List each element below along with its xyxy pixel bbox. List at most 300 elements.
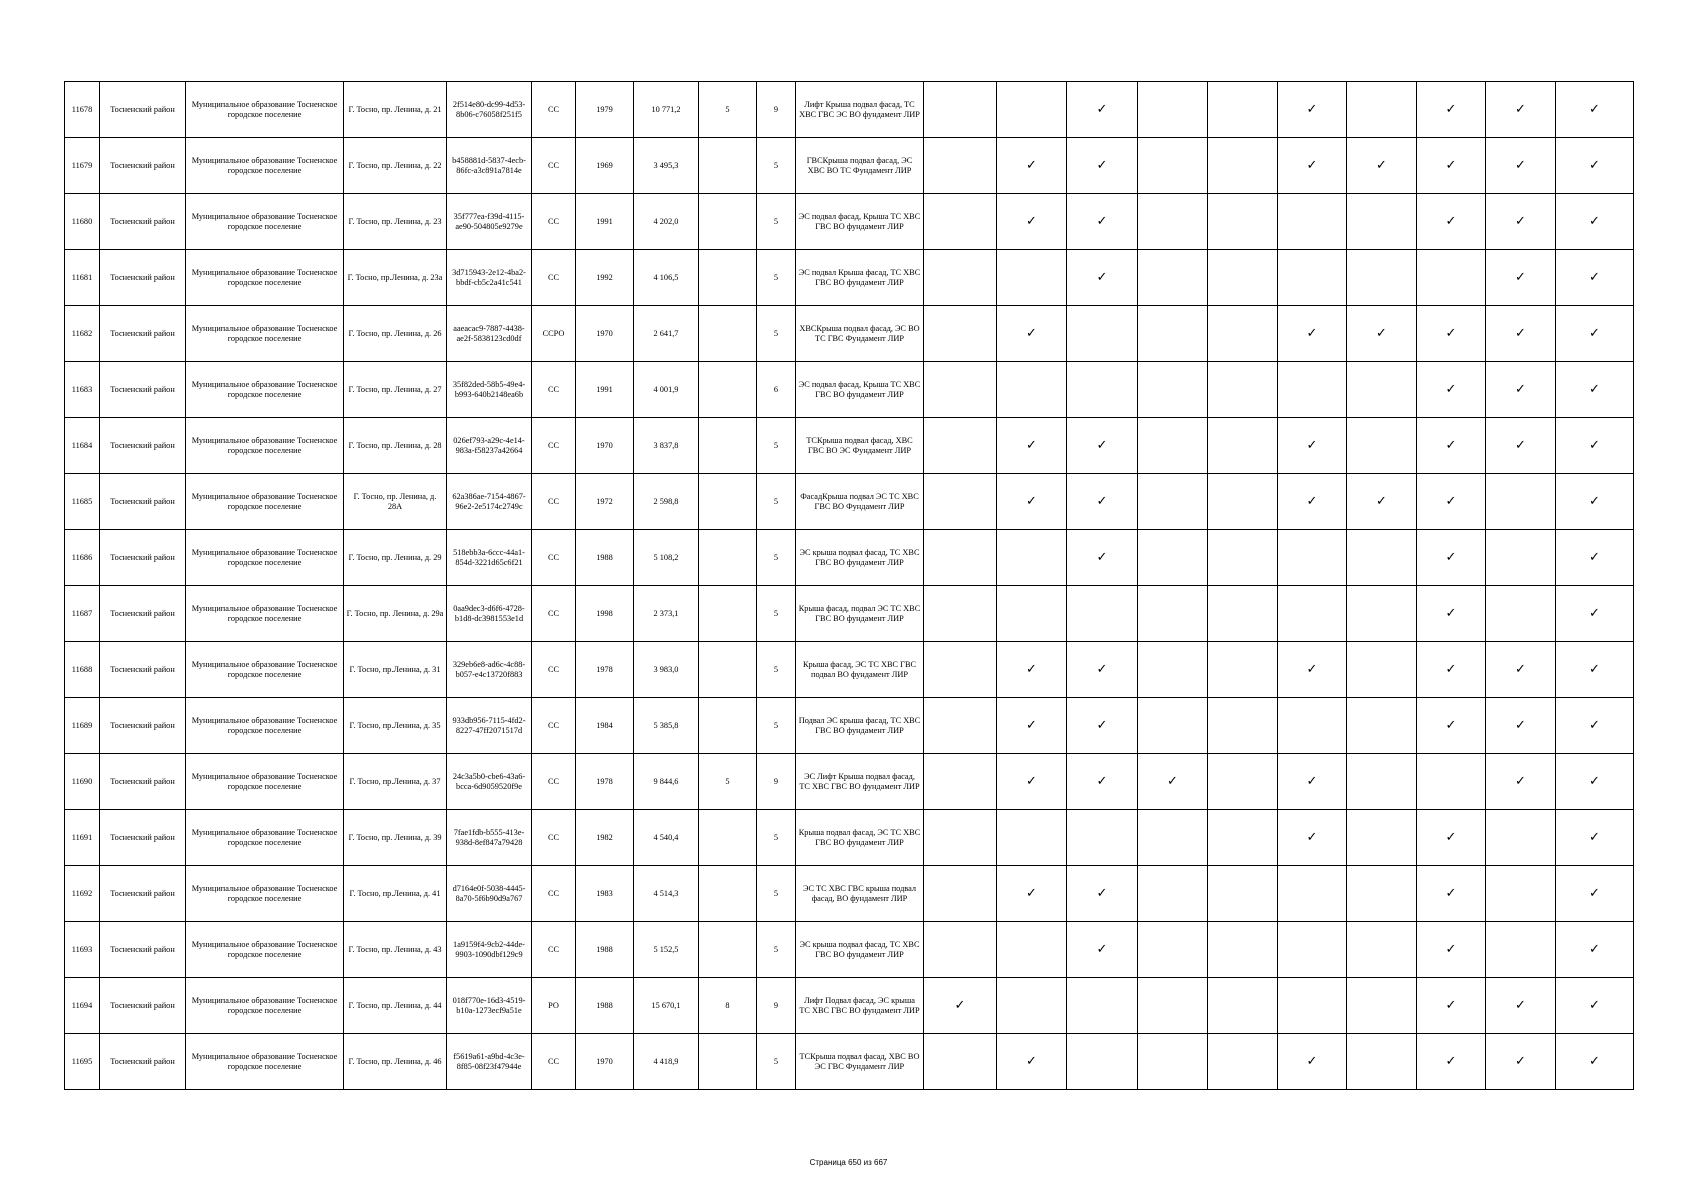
works-cell: Подвал ЭС крыша фасад, ТС ХВС ГВС ВО фундамент ЛИР <box>796 698 924 754</box>
check-cell <box>924 250 997 306</box>
check-cell <box>1208 194 1278 250</box>
checkmark-icon: ✓ <box>1026 493 1037 509</box>
check-cell <box>1067 866 1138 922</box>
district-cell: Тосненский район <box>100 418 186 474</box>
check-cell <box>1486 922 1556 978</box>
check-cell <box>924 306 997 362</box>
check-cell <box>1556 754 1634 810</box>
address-cell: Г. Тосно, пр. Ленина, д. 23 <box>344 194 447 250</box>
check-cell <box>1067 418 1138 474</box>
check-cell <box>1417 194 1486 250</box>
checkmark-icon: ✓ <box>1515 773 1526 789</box>
works-cell: ФасадКрыша подвал ЭС ТС ХВС ГВС ВО Фундамент ЛИР <box>796 474 924 530</box>
table-row <box>65 82 1634 138</box>
row-number-cell: 11682 <box>65 306 100 362</box>
check-cell <box>1556 362 1634 418</box>
check-cell <box>1208 754 1278 810</box>
checkmark-icon: ✓ <box>1026 885 1037 901</box>
check-cell <box>997 698 1067 754</box>
table-row <box>65 418 1634 474</box>
address-cell: Г. Тосно, пр. Ленина, д. 39 <box>344 810 447 866</box>
check-cell <box>1278 810 1347 866</box>
municipality-cell: Муниципальное образование Тосненское городское поселение <box>186 810 344 866</box>
page-footer: Страница 650 из 667 <box>809 1158 888 1167</box>
checkmark-icon: ✓ <box>1026 213 1037 229</box>
check-cell <box>1486 1034 1556 1090</box>
checkmark-icon: ✓ <box>1445 213 1457 229</box>
district-cell: Тосненский район <box>100 922 186 978</box>
district-cell: Тосненский район <box>100 530 186 586</box>
area-cell: 3 837,8 <box>634 418 699 474</box>
floors-cell: 5 <box>757 698 796 754</box>
guid-cell: d7164e0f-5038-4445-8a70-5f6b90d9a767 <box>447 866 532 922</box>
check-cell <box>1067 306 1138 362</box>
works-cell: ЭС крыша подвал фасад, ТС ХВС ГВС ВО фундамент ЛИР <box>796 922 924 978</box>
entrances-cell: 5 <box>699 82 757 138</box>
check-cell <box>1138 82 1208 138</box>
check-cell <box>1067 82 1138 138</box>
address-cell: Г. Тосно, пр. Ленина, д. 46 <box>344 1034 447 1090</box>
table-row <box>65 978 1634 1034</box>
check-cell <box>997 250 1067 306</box>
municipality-cell: Муниципальное образование Тосненское городское поселение <box>186 1034 344 1090</box>
year-built-cell: 1970 <box>576 418 634 474</box>
checkmark-icon: ✓ <box>1376 157 1387 173</box>
floors-cell: 6 <box>757 362 796 418</box>
works-cell: Лифт Крыша подвал фасад, ТС ХВС ГВС ЭС ВО фундамент ЛИР <box>796 82 924 138</box>
area-cell: 5 108,2 <box>634 530 699 586</box>
row-number-cell: 11683 <box>65 362 100 418</box>
table-row <box>65 866 1634 922</box>
check-cell <box>1556 306 1634 362</box>
district-cell: Тосненский район <box>100 474 186 530</box>
check-cell <box>1067 922 1138 978</box>
checkmark-icon: ✓ <box>1306 437 1318 453</box>
row-number-cell: 11678 <box>65 82 100 138</box>
year-built-cell: 1970 <box>576 306 634 362</box>
check-cell <box>1208 138 1278 194</box>
wall-material-cell: СС <box>532 362 576 418</box>
check-cell <box>1556 922 1634 978</box>
area-cell: 4 540,4 <box>634 810 699 866</box>
checkmark-icon: ✓ <box>1589 269 1600 285</box>
works-cell: Крыша фасад, подвал ЭС ТС ХВС ГВС ВО фундамент ЛИР <box>796 586 924 642</box>
checkmark-icon: ✓ <box>1096 157 1108 173</box>
entrances-cell <box>699 922 757 978</box>
address-cell: Г. Тосно, пр. Ленина, д. 26 <box>344 306 447 362</box>
check-cell <box>997 586 1067 642</box>
check-cell <box>1556 642 1634 698</box>
checkmark-icon: ✓ <box>1589 157 1600 173</box>
check-cell <box>1067 250 1138 306</box>
checkmark-icon: ✓ <box>1589 549 1600 565</box>
checkmark-icon: ✓ <box>1445 997 1457 1013</box>
checkmark-icon: ✓ <box>1096 941 1108 957</box>
municipality-cell: Муниципальное образование Тосненское городское поселение <box>186 250 344 306</box>
check-cell <box>1138 474 1208 530</box>
table-row <box>65 642 1634 698</box>
checkmark-icon: ✓ <box>1445 101 1457 117</box>
check-cell <box>1347 866 1417 922</box>
entrances-cell <box>699 642 757 698</box>
checkmark-icon: ✓ <box>1589 717 1600 733</box>
floors-cell: 5 <box>757 642 796 698</box>
check-cell <box>1208 362 1278 418</box>
check-cell <box>1556 866 1634 922</box>
year-built-cell: 1992 <box>576 250 634 306</box>
check-cell <box>924 586 997 642</box>
floors-cell: 9 <box>757 754 796 810</box>
guid-cell: f5619a61-a9bd-4c3e-8f85-08f23f47944e <box>447 1034 532 1090</box>
check-cell <box>1486 250 1556 306</box>
check-cell <box>1347 922 1417 978</box>
check-cell <box>997 810 1067 866</box>
check-cell <box>1067 754 1138 810</box>
municipality-cell: Муниципальное образование Тосненское городское поселение <box>186 586 344 642</box>
address-cell: Г. Тосно, пр. Ленина, д. 22 <box>344 138 447 194</box>
guid-cell: 018f770e-16d3-4519-b10a-1273ecf9a51e <box>447 978 532 1034</box>
check-cell <box>924 866 997 922</box>
checkmark-icon: ✓ <box>1515 269 1526 285</box>
district-cell: Тосненский район <box>100 250 186 306</box>
table-row <box>65 586 1634 642</box>
works-cell: ХВСКрыша подвал фасад, ЭС ВО ТС ГВС Фундамент ЛИР <box>796 306 924 362</box>
check-cell <box>924 810 997 866</box>
guid-cell: 2f514e80-dc99-4d53-8b06-c76058f251f5 <box>447 82 532 138</box>
check-cell <box>997 866 1067 922</box>
works-cell: ГВСКрыша подвал фасад, ЭС ХВС ВО ТС Фундамент ЛИР <box>796 138 924 194</box>
check-cell <box>1278 82 1347 138</box>
address-cell: Г. Тосно, пр. Ленина, д. 29а <box>344 586 447 642</box>
area-cell: 4 106,5 <box>634 250 699 306</box>
check-cell <box>1208 922 1278 978</box>
wall-material-cell: СС <box>532 642 576 698</box>
address-cell: Г. Тосно, пр. Ленина, д. 29 <box>344 530 447 586</box>
guid-cell: 7fae1fdb-b555-413e-938d-8ef847a79428 <box>447 810 532 866</box>
year-built-cell: 1983 <box>576 866 634 922</box>
checkmark-icon: ✓ <box>1096 549 1108 565</box>
check-cell <box>1347 82 1417 138</box>
check-cell <box>1347 138 1417 194</box>
guid-cell: 35f777ea-f39d-4115-ae90-504805e9279e <box>447 194 532 250</box>
entrances-cell <box>699 362 757 418</box>
check-cell <box>1138 922 1208 978</box>
check-cell <box>1486 194 1556 250</box>
checkmark-icon: ✓ <box>1026 1053 1037 1069</box>
check-cell <box>1138 194 1208 250</box>
check-cell <box>924 1034 997 1090</box>
check-cell <box>1138 642 1208 698</box>
check-cell <box>924 978 997 1034</box>
floors-cell: 5 <box>757 474 796 530</box>
check-cell <box>1486 530 1556 586</box>
floors-cell: 5 <box>757 530 796 586</box>
municipality-cell: Муниципальное образование Тосненское городское поселение <box>186 82 344 138</box>
check-cell <box>924 138 997 194</box>
year-built-cell: 1991 <box>576 194 634 250</box>
check-cell <box>997 474 1067 530</box>
row-number-cell: 11690 <box>65 754 100 810</box>
checkmark-icon: ✓ <box>1445 605 1457 621</box>
checkmark-icon: ✓ <box>1445 885 1457 901</box>
entrances-cell <box>699 474 757 530</box>
checkmark-icon: ✓ <box>1376 493 1387 509</box>
check-cell <box>924 362 997 418</box>
check-cell <box>1486 698 1556 754</box>
checkmark-icon: ✓ <box>1445 1053 1457 1069</box>
table-row <box>65 698 1634 754</box>
check-cell <box>997 138 1067 194</box>
checkmark-icon: ✓ <box>1589 493 1600 509</box>
check-cell <box>1556 698 1634 754</box>
area-cell: 4 514,3 <box>634 866 699 922</box>
guid-cell: 329eb6e8-ad6c-4c88-b057-e4c13720f883 <box>447 642 532 698</box>
guid-cell: 026ef793-a29c-4e14-983a-f58237a42664 <box>447 418 532 474</box>
checkmark-icon: ✓ <box>1589 661 1600 677</box>
entrances-cell <box>699 250 757 306</box>
wall-material-cell: СС <box>532 82 576 138</box>
works-cell: ЭС ТС ХВС ГВС крыша подвал фасад, ВО фундамент ЛИР <box>796 866 924 922</box>
floors-cell: 5 <box>757 1034 796 1090</box>
checkmark-icon: ✓ <box>1515 437 1526 453</box>
district-cell: Тосненский район <box>100 194 186 250</box>
checkmark-icon: ✓ <box>1515 213 1526 229</box>
checkmark-icon: ✓ <box>1306 493 1318 509</box>
district-cell: Тосненский район <box>100 306 186 362</box>
district-cell: Тосненский район <box>100 362 186 418</box>
check-cell <box>1556 586 1634 642</box>
checkmark-icon: ✓ <box>1167 773 1178 789</box>
row-number-cell: 11679 <box>65 138 100 194</box>
check-cell <box>1138 362 1208 418</box>
works-cell: ЭС подвал фасад, Крыша ТС ХВС ГВС ВО фундамент ЛИР <box>796 362 924 418</box>
year-built-cell: 1998 <box>576 586 634 642</box>
check-cell <box>1486 138 1556 194</box>
table-row <box>65 1034 1634 1090</box>
checkmark-icon: ✓ <box>1515 101 1526 117</box>
row-number-cell: 11691 <box>65 810 100 866</box>
address-cell: Г. Тосно, пр.Ленина, д. 23а <box>344 250 447 306</box>
checkmark-icon: ✓ <box>1096 213 1108 229</box>
check-cell <box>924 82 997 138</box>
wall-material-cell: СС <box>532 138 576 194</box>
check-cell <box>1347 474 1417 530</box>
row-number-cell: 11684 <box>65 418 100 474</box>
entrances-cell <box>699 306 757 362</box>
checkmark-icon: ✓ <box>1589 997 1600 1013</box>
check-cell <box>1208 698 1278 754</box>
checkmark-icon: ✓ <box>1445 437 1457 453</box>
district-cell: Тосненский район <box>100 1034 186 1090</box>
checkmark-icon: ✓ <box>1589 941 1600 957</box>
district-cell: Тосненский район <box>100 82 186 138</box>
check-cell <box>1486 362 1556 418</box>
address-cell: Г. Тосно, пр.Ленина, д. 37 <box>344 754 447 810</box>
check-cell <box>1486 866 1556 922</box>
check-cell <box>1278 474 1347 530</box>
wall-material-cell: ССРО <box>532 306 576 362</box>
works-cell: Крыша фасад, ЭС ТС ХВС ГВС подвал ВО фундамент ЛИР <box>796 642 924 698</box>
guid-cell: 1a9159f4-9cb2-44de-9903-1090dbf129c9 <box>447 922 532 978</box>
check-cell <box>997 978 1067 1034</box>
area-cell: 15 670,1 <box>634 978 699 1034</box>
check-cell <box>1417 530 1486 586</box>
check-cell <box>1347 642 1417 698</box>
check-cell <box>1417 138 1486 194</box>
check-cell <box>924 194 997 250</box>
year-built-cell: 1969 <box>576 138 634 194</box>
row-number-cell: 11680 <box>65 194 100 250</box>
check-cell <box>1486 586 1556 642</box>
check-cell <box>1208 642 1278 698</box>
check-cell <box>1486 642 1556 698</box>
municipality-cell: Муниципальное образование Тосненское городское поселение <box>186 306 344 362</box>
checkmark-icon: ✓ <box>1306 1053 1318 1069</box>
district-cell: Тосненский район <box>100 642 186 698</box>
municipality-cell: Муниципальное образование Тосненское городское поселение <box>186 362 344 418</box>
check-cell <box>997 530 1067 586</box>
checkmark-icon: ✓ <box>1589 773 1600 789</box>
wall-material-cell: СС <box>532 698 576 754</box>
table-row <box>65 754 1634 810</box>
check-cell <box>1417 82 1486 138</box>
table-row <box>65 138 1634 194</box>
checkmark-icon: ✓ <box>1515 157 1526 173</box>
check-cell <box>997 82 1067 138</box>
check-cell <box>1417 306 1486 362</box>
table-row <box>65 306 1634 362</box>
checkmark-icon: ✓ <box>1589 829 1600 845</box>
check-cell <box>1347 362 1417 418</box>
check-cell <box>1417 810 1486 866</box>
entrances-cell <box>699 810 757 866</box>
check-cell <box>1208 418 1278 474</box>
check-cell <box>1347 754 1417 810</box>
check-cell <box>1138 866 1208 922</box>
entrances-cell <box>699 586 757 642</box>
check-cell <box>1067 194 1138 250</box>
wall-material-cell: СС <box>532 866 576 922</box>
district-cell: Тосненский район <box>100 810 186 866</box>
checkmark-icon: ✓ <box>1445 941 1457 957</box>
check-cell <box>1138 754 1208 810</box>
checkmark-icon: ✓ <box>1589 437 1600 453</box>
entrances-cell <box>699 698 757 754</box>
check-cell <box>1417 474 1486 530</box>
wall-material-cell: СС <box>532 922 576 978</box>
area-cell: 2 598,8 <box>634 474 699 530</box>
address-cell: Г. Тосно, пр. Ленина, д. 27 <box>344 362 447 418</box>
check-cell <box>1208 82 1278 138</box>
check-cell <box>1138 530 1208 586</box>
check-cell <box>1278 586 1347 642</box>
check-cell <box>1417 362 1486 418</box>
district-cell: Тосненский район <box>100 138 186 194</box>
checkmark-icon: ✓ <box>1515 381 1526 397</box>
check-cell <box>1556 810 1634 866</box>
checkmark-icon: ✓ <box>1589 605 1600 621</box>
checkmark-icon: ✓ <box>1515 717 1526 733</box>
checkmark-icon: ✓ <box>1306 829 1318 845</box>
check-cell <box>1278 1034 1347 1090</box>
wall-material-cell: СС <box>532 810 576 866</box>
check-cell <box>997 642 1067 698</box>
checkmark-icon: ✓ <box>1096 661 1108 677</box>
checkmark-icon: ✓ <box>1589 213 1600 229</box>
check-cell <box>997 194 1067 250</box>
check-cell <box>924 642 997 698</box>
checkmark-icon: ✓ <box>954 997 966 1013</box>
checkmark-icon: ✓ <box>1096 437 1108 453</box>
check-cell <box>1138 698 1208 754</box>
table-row <box>65 474 1634 530</box>
wall-material-cell: СС <box>532 530 576 586</box>
row-number-cell: 11681 <box>65 250 100 306</box>
year-built-cell: 1970 <box>576 1034 634 1090</box>
check-cell <box>1067 586 1138 642</box>
area-cell: 4 418,9 <box>634 1034 699 1090</box>
check-cell <box>1417 698 1486 754</box>
floors-cell: 5 <box>757 194 796 250</box>
check-cell <box>1278 754 1347 810</box>
check-cell <box>997 1034 1067 1090</box>
year-built-cell: 1978 <box>576 754 634 810</box>
check-cell <box>924 530 997 586</box>
check-cell <box>1556 418 1634 474</box>
wall-material-cell: СС <box>532 418 576 474</box>
table-row <box>65 362 1634 418</box>
check-cell <box>1417 250 1486 306</box>
check-cell <box>1347 810 1417 866</box>
check-cell <box>1138 306 1208 362</box>
checkmark-icon: ✓ <box>1515 1053 1526 1069</box>
floors-cell: 5 <box>757 418 796 474</box>
wall-material-cell: РО <box>532 978 576 1034</box>
check-cell <box>1417 922 1486 978</box>
row-number-cell: 11693 <box>65 922 100 978</box>
check-cell <box>1278 306 1347 362</box>
row-number-cell: 11694 <box>65 978 100 1034</box>
check-cell <box>1556 138 1634 194</box>
wall-material-cell: СС <box>532 194 576 250</box>
checkmark-icon: ✓ <box>1306 157 1318 173</box>
wall-material-cell: СС <box>532 250 576 306</box>
works-cell: Лифт Подвал фасад, ЭС крыша ТС ХВС ГВС ВО фундамент ЛИР <box>796 978 924 1034</box>
check-cell <box>1556 82 1634 138</box>
area-cell: 3 983,0 <box>634 642 699 698</box>
check-cell <box>1486 418 1556 474</box>
municipality-cell: Муниципальное образование Тосненское городское поселение <box>186 642 344 698</box>
area-cell: 2 373,1 <box>634 586 699 642</box>
district-cell: Тосненский район <box>100 866 186 922</box>
area-cell: 5 385,8 <box>634 698 699 754</box>
checkmark-icon: ✓ <box>1589 325 1600 341</box>
check-cell <box>1067 1034 1138 1090</box>
check-cell <box>1278 250 1347 306</box>
district-cell: Тосненский район <box>100 586 186 642</box>
area-cell: 5 152,5 <box>634 922 699 978</box>
checkmark-icon: ✓ <box>1306 101 1318 117</box>
guid-cell: 0aa9dec3-d6f6-4728-b1d8-dc3981553e1d <box>447 586 532 642</box>
check-cell <box>1067 642 1138 698</box>
area-cell: 9 844,6 <box>634 754 699 810</box>
wall-material-cell: СС <box>532 754 576 810</box>
checkmark-icon: ✓ <box>1445 157 1457 173</box>
checkmark-icon: ✓ <box>1096 269 1108 285</box>
check-cell <box>1347 978 1417 1034</box>
check-cell <box>924 754 997 810</box>
row-number-cell: 11695 <box>65 1034 100 1090</box>
